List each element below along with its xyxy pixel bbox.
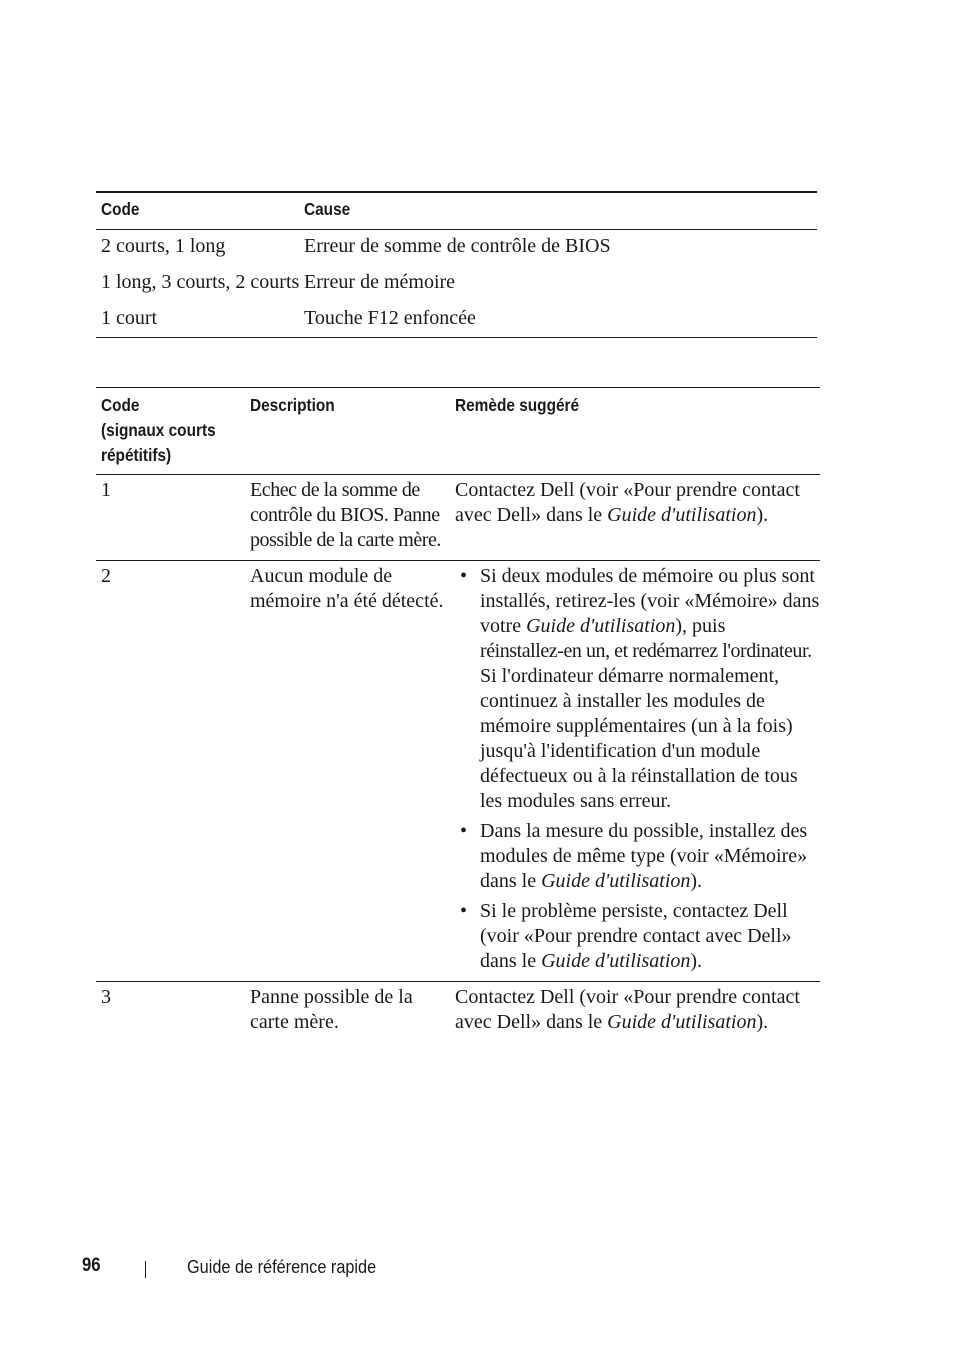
- cause-cell: Erreur de mémoire: [304, 271, 456, 293]
- table-row: [96, 230, 817, 266]
- table-header-row: [96, 388, 820, 475]
- guide-title: Guide d'utilisation: [541, 870, 691, 892]
- column-header-cause: Cause: [304, 199, 351, 219]
- column-header-description: Description: [250, 395, 335, 415]
- light-code-table: [96, 387, 820, 1052]
- cause-cell: Touche F12 enfoncée: [304, 307, 476, 329]
- description-cell: Aucun module de mémoire n'a été détecté.: [250, 565, 444, 612]
- guide-title: Guide d'utilisation: [607, 1011, 757, 1033]
- beep-code-table: [96, 191, 817, 338]
- code-cell: 1 court: [101, 307, 158, 329]
- table-row: [96, 302, 817, 337]
- table-row: [96, 561, 820, 982]
- description-cell: Echec de la somme de contrôle du BIOS. Panne possible de la carte mère.: [250, 479, 441, 551]
- description-cell: Panne possible de la carte mère.: [250, 986, 413, 1033]
- cause-cell: Erreur de somme de contrôle de BIOS: [304, 235, 611, 257]
- code-cell: 3: [101, 986, 111, 1008]
- remedy-cell: Contactez Dell (voir «Pour prendre contact avec Dell» dans le Guide d'utilisation).: [455, 986, 800, 1033]
- code-cell: 2: [101, 565, 111, 587]
- table-row: [96, 982, 820, 1052]
- list-item: • Si le problème persiste, contactez Dell (voir «Pour prendre contact avec Dell» dans le Guide d'utilisation).: [460, 900, 792, 972]
- page-number: 96: [82, 1255, 101, 1276]
- guide-title: Guide d'utilisation: [541, 950, 691, 972]
- bullet-icon: •: [460, 565, 468, 587]
- list-item: • Si deux modules de mémoire ou plus sont installés, retirez-les (voir «Mémoire» dans votre Guide d'utilisation), puis réinstallez-en un, et redémarrez l'ordinateur. Si l'ordinateur démarre normalement, continuez à installer les modules de mémoire supplémentaires (un à la fois) jusqu'à l'identification d'un module défectueux ou à la réinstallation de tous les modules sans erreur.: [460, 565, 820, 812]
- bullet-icon: •: [460, 900, 468, 922]
- column-header-remedy: Remède suggéré: [455, 395, 580, 415]
- remedy-bullet-list: [455, 564, 820, 979]
- table-row: [96, 266, 817, 302]
- code-cell: 1: [101, 479, 111, 501]
- code-cell: 1 long, 3 courts, 2 courts: [101, 271, 300, 293]
- footer-divider: [145, 1261, 146, 1278]
- footer-title: Guide de référence rapide: [187, 1256, 377, 1277]
- bullet-icon: •: [460, 820, 468, 842]
- table-header-row: [96, 193, 817, 230]
- table-row: [96, 475, 820, 561]
- code-cell: 2 courts, 1 long: [101, 235, 226, 257]
- list-item: • Dans la mesure du possible, installez des modules de même type (voir «Mémoire» dans le Guide d'utilisation).: [460, 820, 808, 892]
- remedy-cell: Contactez Dell (voir «Pour prendre contact avec Dell» dans le Guide d'utilisation).: [455, 479, 800, 526]
- guide-title: Guide d'utilisation: [607, 504, 757, 526]
- guide-title: Guide d'utilisation: [526, 615, 676, 637]
- column-header-code: Code (signaux courts répétitifs): [101, 395, 216, 465]
- column-header-code: Code: [101, 199, 140, 219]
